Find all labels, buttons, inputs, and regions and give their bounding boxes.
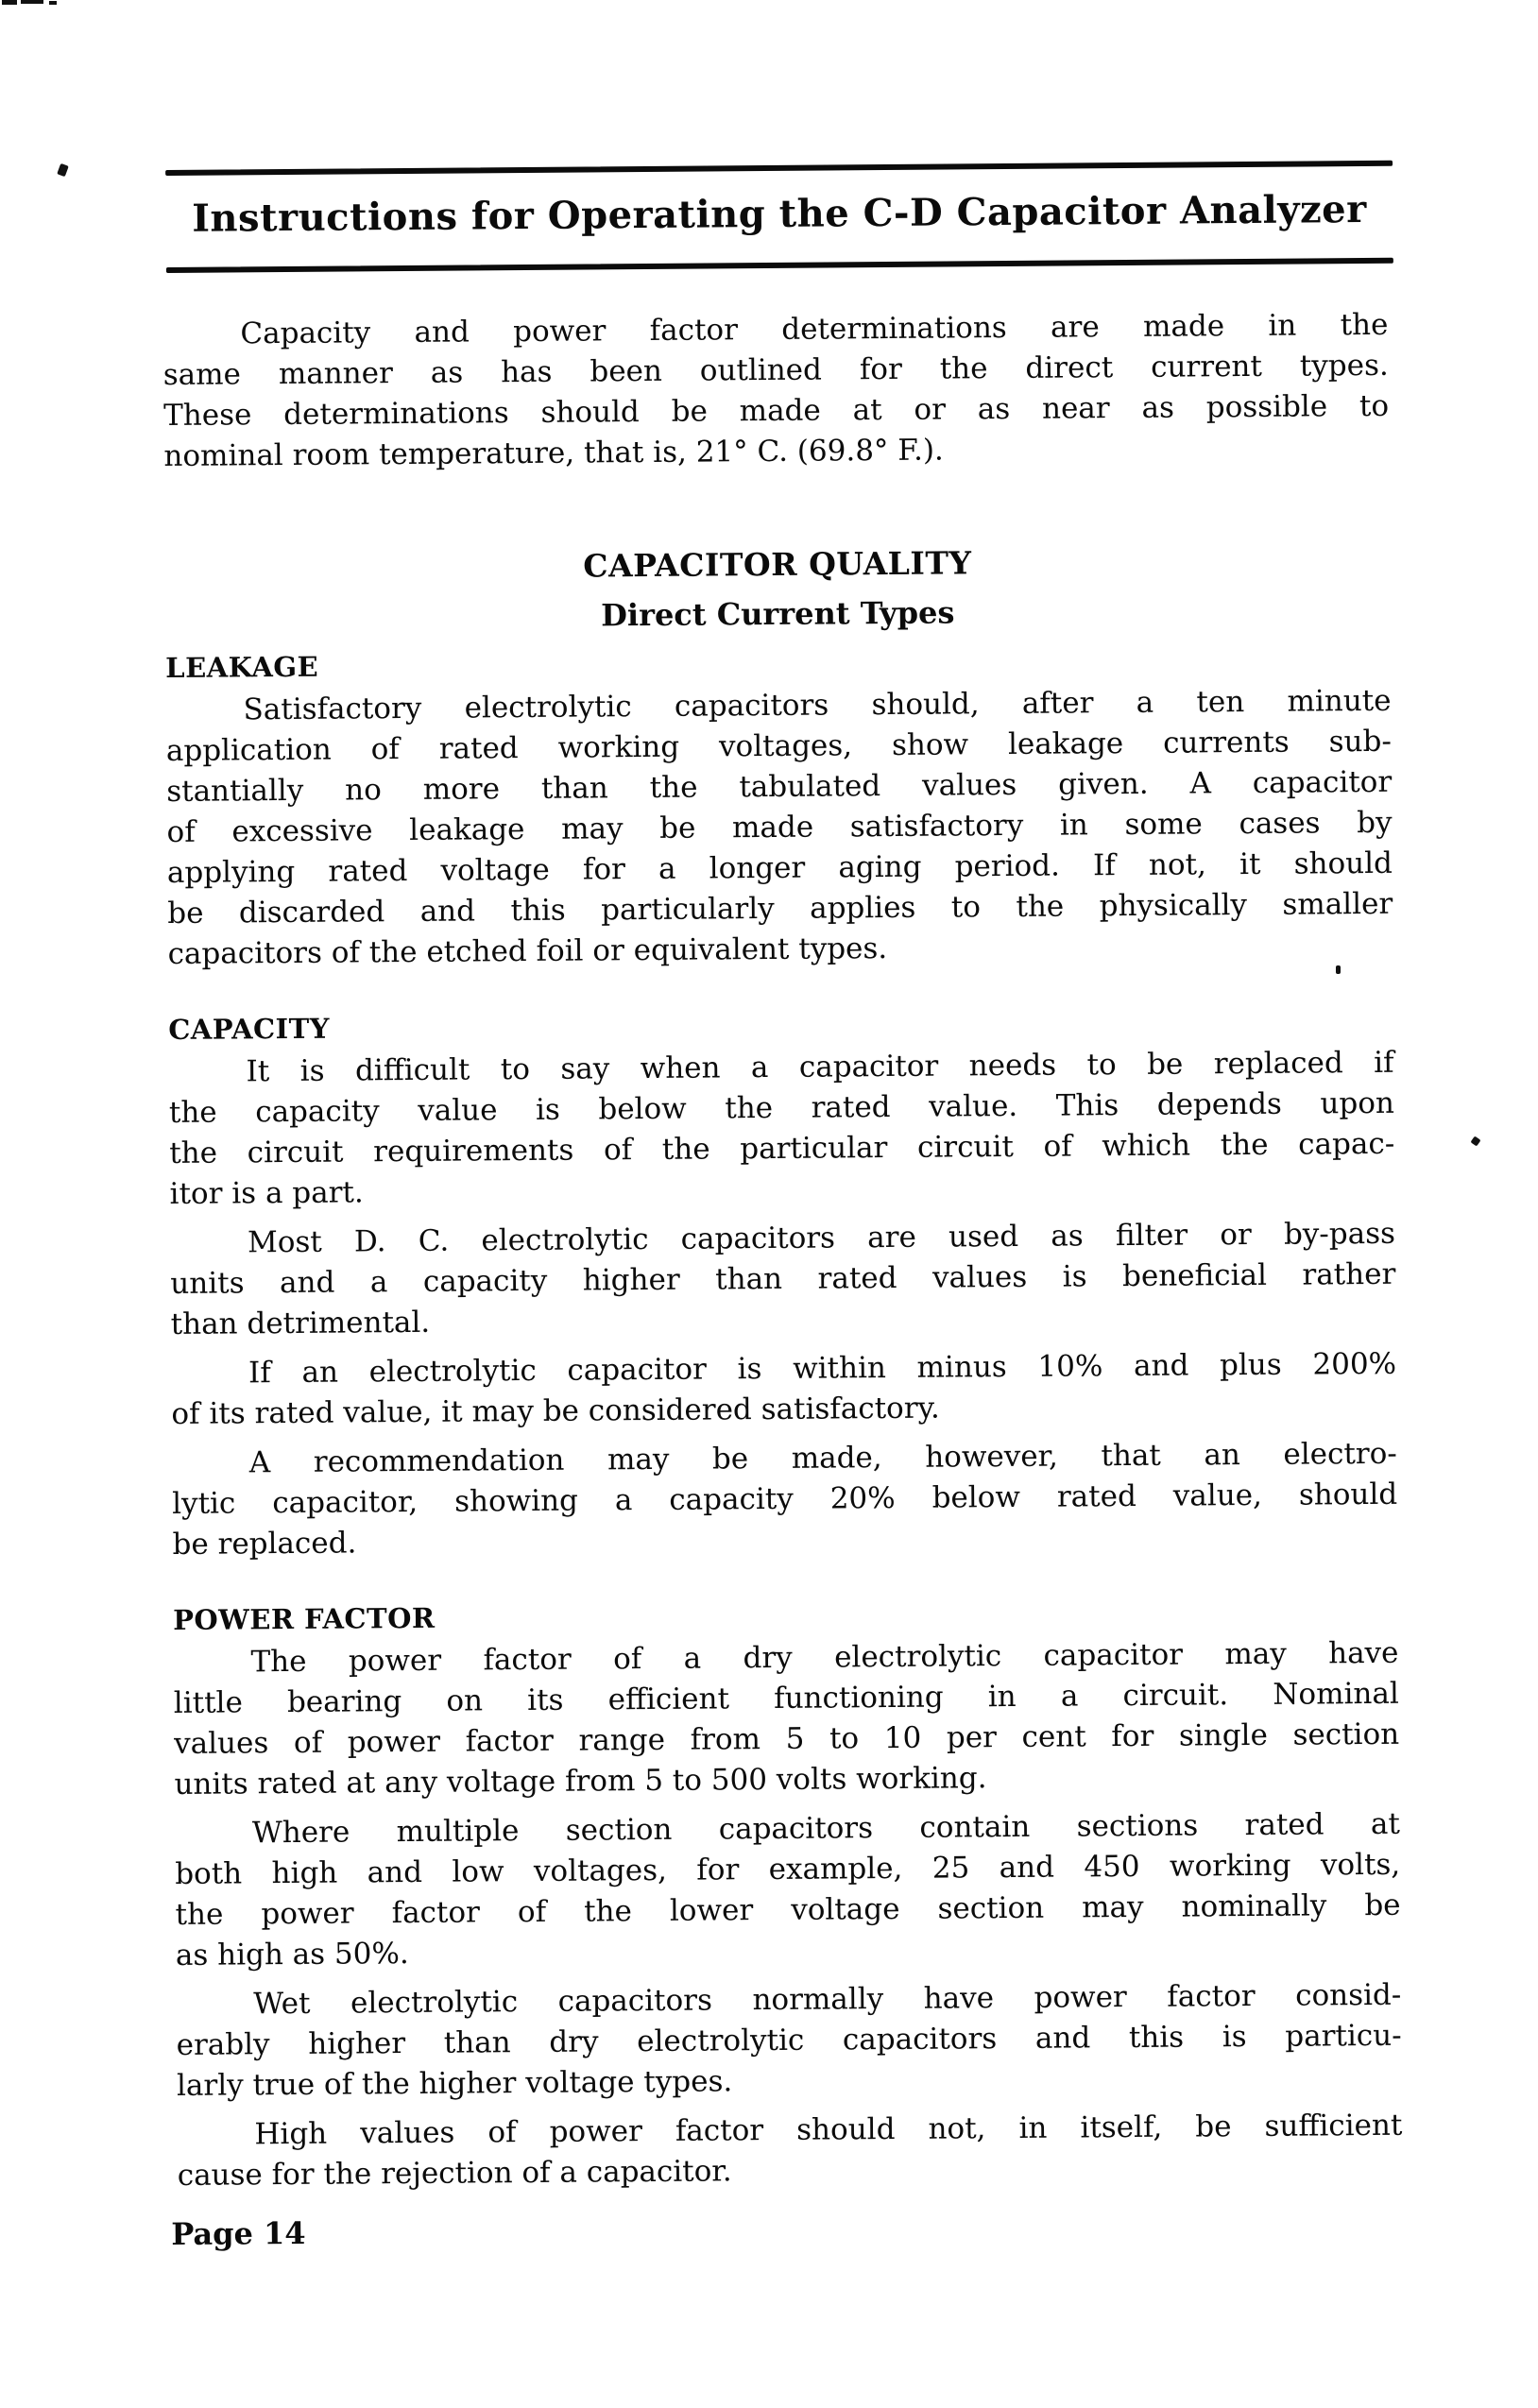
page-header bbox=[165, 161, 1393, 273]
text-line: applying rated voltage for a longer aging period. If not, it should bbox=[166, 845, 1393, 890]
paragraph bbox=[175, 1804, 1401, 1976]
text-line: Most D. C. electrolytic capacitors are used as filter or by-pass bbox=[247, 1216, 1396, 1260]
heading-leakage: LEAKAGE bbox=[165, 650, 319, 685]
paragraph bbox=[162, 305, 1389, 477]
page-content bbox=[0, 160, 1538, 2255]
text-line: of excessive leakage may be made satisfactory in some cases by bbox=[166, 805, 1393, 850]
text-line: A recommendation may be made, however, that an electro- bbox=[248, 1436, 1397, 1480]
text-line: same manner as has been outlined for the direct current types. bbox=[162, 348, 1389, 393]
text-line: little bearing on its efficient functioning in a circuit. Nominal bbox=[173, 1676, 1399, 1720]
text-line: stantially no more than the tabulated values given. A capacitor bbox=[166, 764, 1393, 810]
text-line: These determinations should be made at or as near as possible to bbox=[162, 388, 1390, 434]
heading-direct-current-types: Direct Current Types bbox=[601, 594, 955, 634]
text-line: The power factor of a dry electrolytic capacitor may have bbox=[250, 1635, 1399, 1680]
scan-artifact bbox=[21, 0, 43, 4]
text-line: erably higher than dry electrolytic capacitors and this is particu- bbox=[176, 2018, 1402, 2062]
header-rule-top bbox=[165, 161, 1393, 176]
paragraph bbox=[173, 1633, 1399, 1805]
text-line: High values of power factor should not, in itself, be sufficient bbox=[254, 2108, 1403, 2152]
heading-capacitor-quality: CAPACITOR QUALITY bbox=[583, 544, 972, 585]
text-line: Satisfactory electrolytic capacitors should, after a ten minute bbox=[243, 683, 1392, 727]
paragraph bbox=[171, 1344, 1397, 1435]
text-line: units rated at any voltage from 5 to 500 volts working. bbox=[174, 1761, 987, 1802]
page-title: Instructions for Operating the C-D Capacitor Analyzer bbox=[192, 187, 1367, 241]
paragraph bbox=[168, 1043, 1394, 1215]
text-line: Capacity and power factor determinations are made in the bbox=[240, 307, 1389, 351]
paragraph bbox=[176, 1975, 1402, 2107]
text-line: the power factor of the lower voltage section may nominally be bbox=[175, 1887, 1401, 1932]
document-body bbox=[162, 264, 1403, 2196]
paragraph bbox=[172, 1434, 1398, 1565]
text-line: both high and low voltages, for example, 25 and 450 working volts, bbox=[175, 1847, 1401, 1891]
text-line: capacitors of the etched foil or equivalent types. bbox=[167, 931, 888, 971]
text-line: If an electrolytic capacitor is within minus 10% and plus 200% bbox=[248, 1346, 1397, 1391]
heading-power-factor: POWER FACTOR bbox=[173, 1601, 436, 1636]
scan-artifact bbox=[49, 1, 57, 5]
text-line: Where multiple section capacitors contain sections rated at bbox=[251, 1806, 1401, 1851]
heading-capacity: CAPACITY bbox=[168, 1012, 331, 1046]
text-line: Wet electrolytic capacitors normally have power factor consid- bbox=[253, 1977, 1402, 2022]
text-line: itor is a part. bbox=[169, 1175, 364, 1211]
text-line: be replaced. bbox=[172, 1526, 357, 1562]
text-line: as high as 50%. bbox=[175, 1937, 409, 1973]
text-line: than detrimental. bbox=[170, 1305, 431, 1341]
paragraph bbox=[165, 681, 1393, 975]
text-line: nominal room temperature, that is, 21° C. (69.8° F.). bbox=[163, 433, 944, 474]
page-number: Page 14 bbox=[171, 2214, 306, 2253]
scan-artifact bbox=[2, 0, 17, 5]
text-line: of its rated value, it may be considered satisfactory. bbox=[171, 1391, 940, 1431]
text-line: larly true of the higher voltage types. bbox=[176, 2064, 733, 2103]
paragraph bbox=[170, 1214, 1396, 1345]
text-line: application of rated working voltages, show leakage currents sub- bbox=[165, 724, 1393, 769]
text-line: lytic capacitor, showing a capacity 20% below rated value, should bbox=[172, 1477, 1398, 1521]
text-line: It is difficult to say when a capacitor needs to be replaced if bbox=[246, 1045, 1394, 1089]
text-line: be discarded and this particularly applies to the physically smaller bbox=[167, 886, 1393, 931]
text-line: cause for the rejection of a capacitor. bbox=[177, 2154, 732, 2193]
paragraph bbox=[177, 2106, 1403, 2196]
text-line: the capacity value is below the rated value. This depends upon bbox=[168, 1085, 1395, 1130]
text-line: the circuit requirements of the particular circuit of which the capac- bbox=[169, 1126, 1395, 1170]
text-line: values of power factor range from 5 to 10 per cent for single section bbox=[174, 1716, 1400, 1761]
text-line: units and a capacity higher than rated values is beneficial rather bbox=[170, 1256, 1396, 1301]
